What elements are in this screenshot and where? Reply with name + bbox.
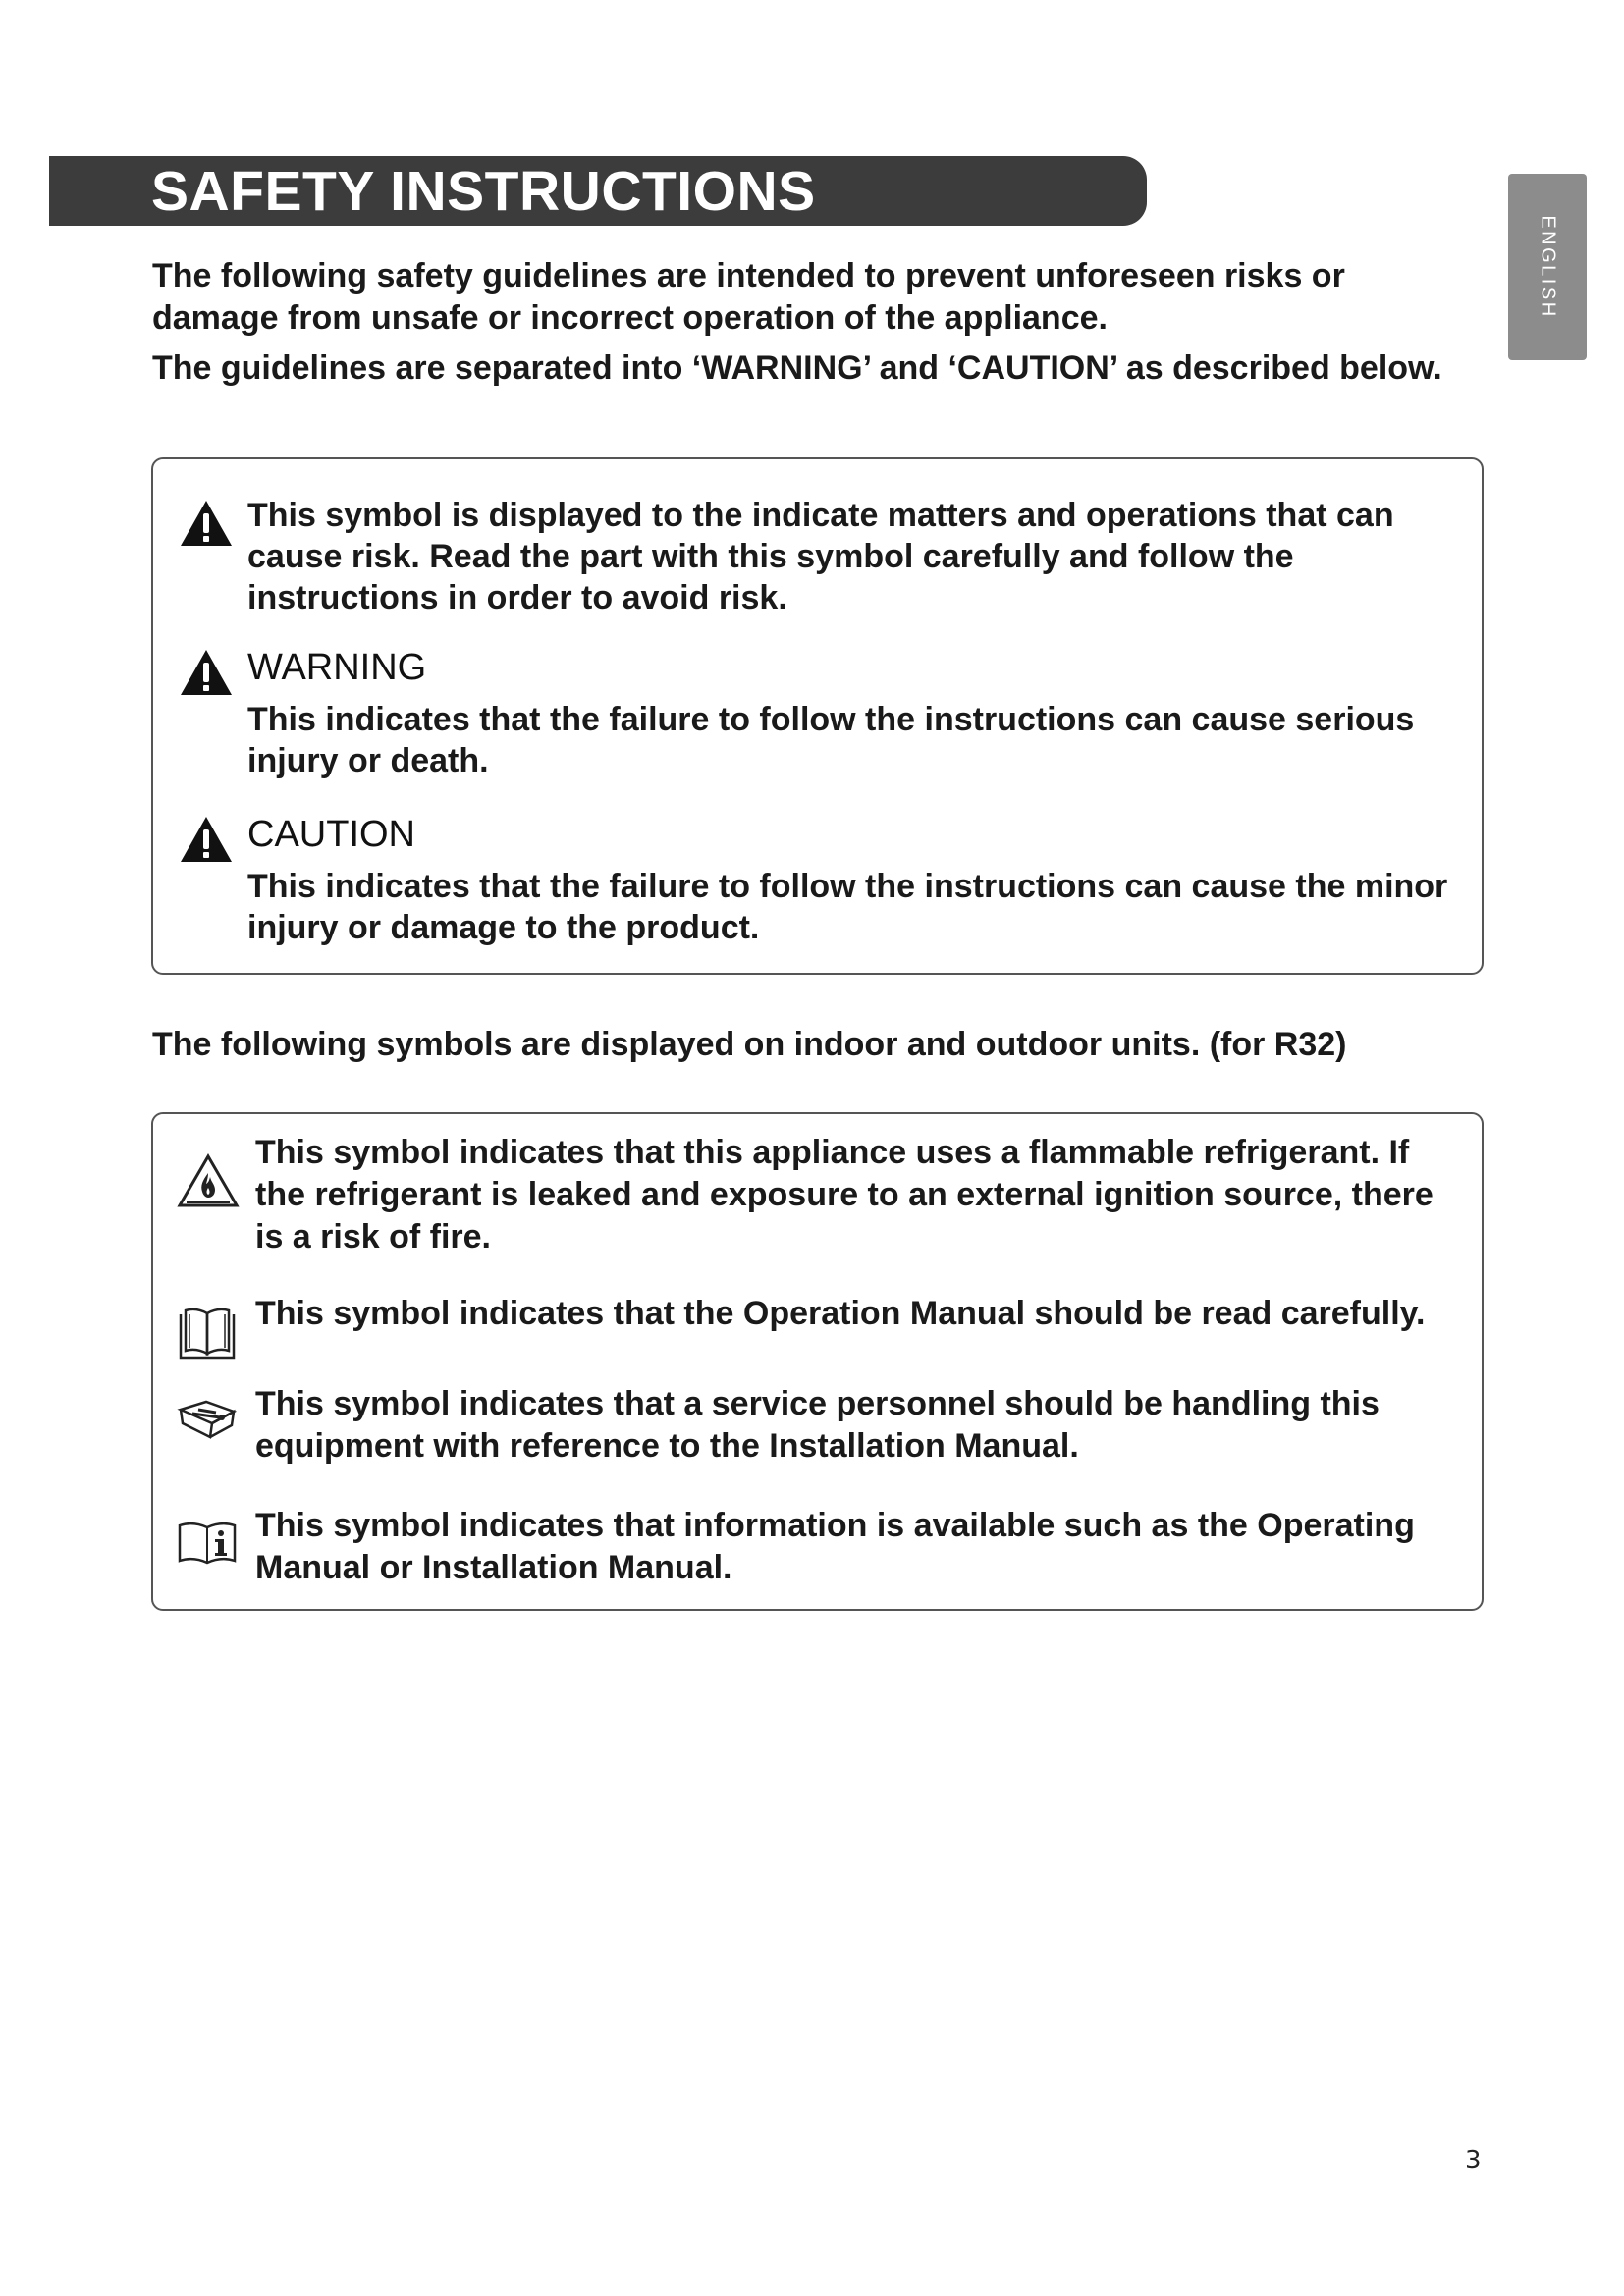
intro-paragraph-2: The guidelines are separated into ‘WARNING’ and ‘CAUTION’ as described below. xyxy=(152,349,1442,387)
open-book-icon xyxy=(177,1305,238,1362)
intro-paragraph-1: The following safety guidelines are intended to prevent unforeseen risks or damage from unsafe or incorrect operation of the appliance. xyxy=(152,257,1345,337)
warning-triangle-icon xyxy=(179,648,234,697)
warning-heading: WARNING xyxy=(247,647,427,688)
service-manual-icon xyxy=(177,1396,238,1441)
language-tab xyxy=(1508,174,1587,360)
caution-description: This indicates that the failure to follow the instructions can cause the minor injury or damage to the product. xyxy=(247,868,1448,946)
flammable-symbol-text: This symbol indicates that this appliance uses a flammable refrigerant. If the refrigerant is leaked and exposure to an external ignition source, there is a risk of fire. xyxy=(255,1134,1434,1255)
warning-description: This indicates that the failure to follow the instructions can cause serious injury or death. xyxy=(247,701,1415,779)
manual-symbol-text: This symbol indicates that the Operation Manual should be read carefully. xyxy=(255,1295,1426,1332)
section-title-bar xyxy=(49,156,1147,226)
service-symbol-text: This symbol indicates that a service personnel should be handling this equipment with reference to the Installation Manual. xyxy=(255,1385,1380,1465)
page-number: 3 xyxy=(1465,2146,1482,2175)
info-symbol-text: This symbol indicates that information is available such as the Operating Manual or Installation Manual. xyxy=(255,1507,1415,1586)
info-book-icon xyxy=(177,1520,238,1565)
warning-legend-box xyxy=(151,457,1484,975)
flammable-triangle-icon xyxy=(177,1153,240,1208)
caution-heading: CAUTION xyxy=(247,814,415,855)
warning-triangle-icon xyxy=(179,815,234,864)
r32-symbols-intro: The following symbols are displayed on indoor and outdoor units. (for R32) xyxy=(152,1026,1347,1063)
page-title: SAFETY INSTRUCTIONS xyxy=(151,160,816,223)
symbol-description: This symbol is displayed to the indicate matters and operations that can cause risk. Read the part with this symbol carefully and follow the instructions in order to avoid risk. xyxy=(247,497,1394,616)
language-tab-label: ENGLISH xyxy=(1537,215,1559,319)
r32-symbols-box xyxy=(151,1112,1484,1611)
warning-triangle-icon xyxy=(179,499,234,548)
